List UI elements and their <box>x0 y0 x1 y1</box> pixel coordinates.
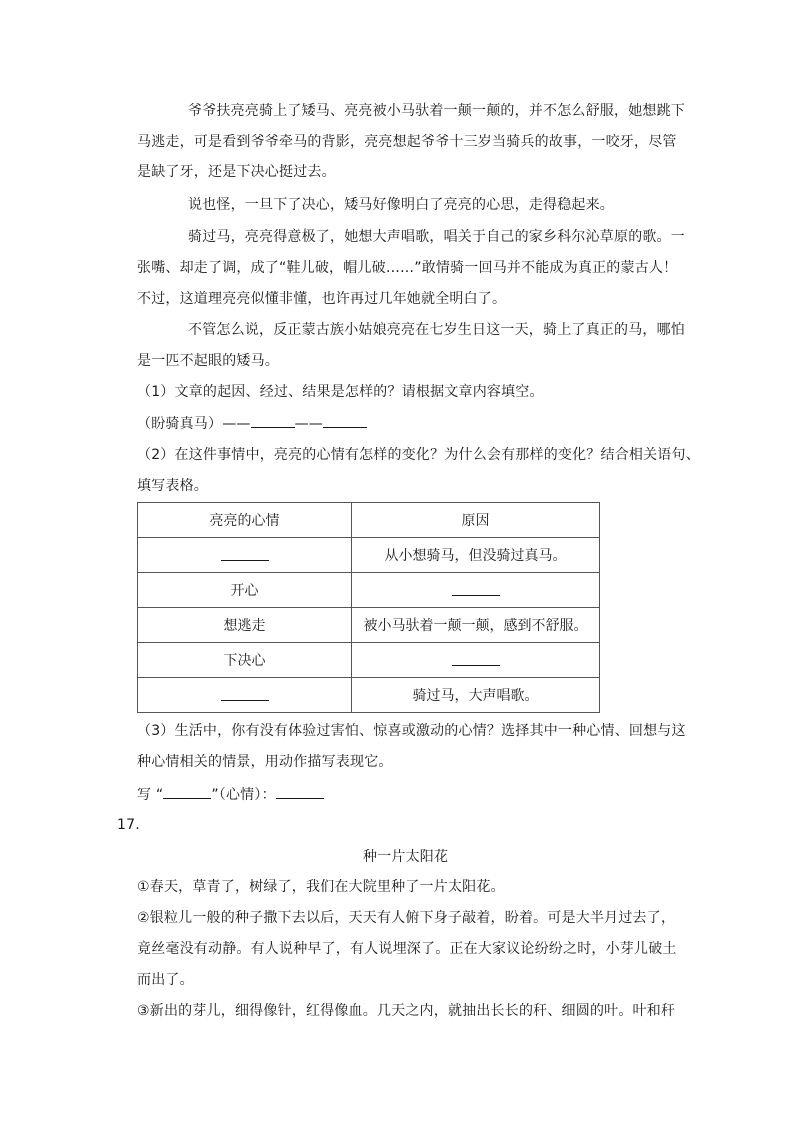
mood-table <box>137 502 600 713</box>
paragraph-line: ①春天，草青了，树绿了，我们在大院里种了一片太阳花。 <box>137 879 505 895</box>
answer-blank[interactable] <box>163 784 211 799</box>
paragraph-line: 不过，这道理亮亮似懂非懂，也许再过几年她就全明白了。 <box>137 291 507 307</box>
paragraph-line: 爷爷扶亮亮骑上了矮马、亮亮被小马驮着一颠一颠的，并不怎么舒服，她想跳下 <box>188 103 685 119</box>
paragraph-line: 说也怪，一旦下了决心，矮马好像明白了亮亮的心思，走得稳起来。 <box>188 197 614 213</box>
q1-prefix: （盼骑真马）—— <box>137 416 251 432</box>
paragraph-line: 不管怎么说，反正蒙古族小姑娘亮亮在七岁生日这一天，骑上了真正的马，哪怕 <box>188 322 685 338</box>
question-2-cont: 填写表格。 <box>137 478 208 494</box>
table-row <box>138 608 600 643</box>
table-row <box>138 538 600 573</box>
table-row <box>138 643 600 678</box>
question-number: 17. <box>117 817 140 833</box>
paragraph-line: ②银粒儿一般的种子撒下去以后，天天有人俯下身子敲着，盼着。可是大半月过去了， <box>137 910 676 926</box>
q1-dash: —— <box>294 416 324 432</box>
paragraph-line: 是一匹不起眼的矮马。 <box>137 353 279 369</box>
question-1-fill <box>137 413 367 434</box>
paragraph-line: ③新出的芽儿，细得像针，红得像血。几天之内，就抽出长长的秆、细圆的叶。叶和秆 <box>137 1003 676 1019</box>
q3-write-mid: ”（心情）： <box>211 787 276 803</box>
question-1: （1）文章的起因、经过、结果是怎样的？请根据文章内容填空。 <box>137 384 544 400</box>
answer-blank[interactable] <box>452 581 500 596</box>
table-header-row <box>138 503 600 538</box>
header-reason: 原因 <box>352 503 600 538</box>
paragraph-line: 马逃走，可是看到爷爷牵马的背影，亮亮想起爷爷十三岁当骑兵的故事，一咬牙，尽管 <box>137 134 677 150</box>
answer-blank[interactable] <box>323 413 367 428</box>
mood-cell: 开心 <box>138 573 352 608</box>
reason-cell: 从小想骑马，但没骑过真马。 <box>352 538 600 573</box>
question-3-cont: 种心情相关的情景，用动作描写表现它。 <box>137 754 393 770</box>
paragraph-line: 竟丝毫没有动静。有人说种早了，有人说埋深了。正在大家议论纷纷之时，小芽儿破土 <box>137 941 677 957</box>
paragraph-line: 而出了。 <box>137 972 194 988</box>
question-2: （2）在这件事情中，亮亮的心情有怎样的变化？为什么会有那样的变化？结合相关语句、 <box>137 447 700 463</box>
question-3: （3）生活中，你有没有体验过害怕、惊喜或激动的心情？选择其中一种心情、回想与这 <box>137 723 686 739</box>
table-row <box>138 678 600 713</box>
answer-blank[interactable] <box>452 651 500 666</box>
table-row <box>138 573 600 608</box>
mood-cell: 下决心 <box>138 643 352 678</box>
reason-cell: 骑过马，大声唱歌。 <box>352 678 600 713</box>
paragraph-line: 骑过马，亮亮得意极了，她想大声唱歌，唱关于自己的家乡科尔沁草原的歌。一 <box>188 229 685 245</box>
mood-cell: 想逃走 <box>138 608 352 643</box>
paragraph-line: 是缺了牙，还是下决心挺过去。 <box>137 164 336 180</box>
q3-write-prefix: 写 “ <box>137 787 164 803</box>
reason-cell: 被小马驮着一颠一颠，感到不舒服。 <box>352 608 600 643</box>
article-title: 种一片太阳花 <box>363 849 449 865</box>
question-3-fill <box>137 784 324 805</box>
answer-blank[interactable] <box>221 686 269 701</box>
answer-blank[interactable] <box>251 413 295 428</box>
paragraph-line: 张嘴、却走了调，成了“鞋儿破，帽儿破……”敢情骑一回马并不能成为真正的蒙古人！ <box>137 260 678 276</box>
answer-blank[interactable] <box>221 546 269 561</box>
answer-blank[interactable] <box>276 784 324 799</box>
header-mood: 亮亮的心情 <box>138 503 352 538</box>
